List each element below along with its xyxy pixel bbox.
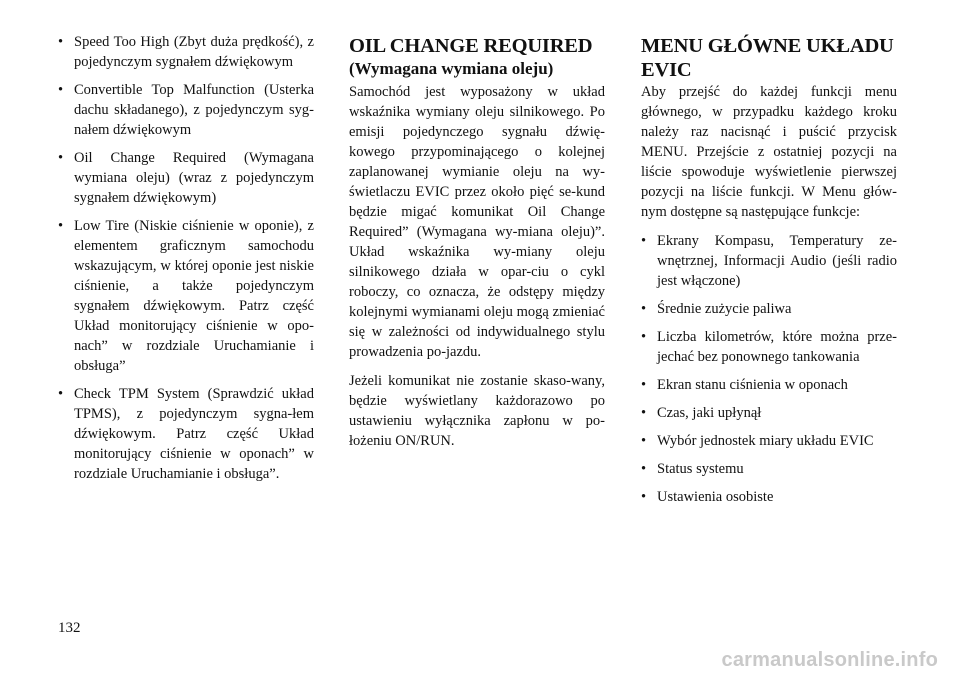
bullet-icon: • bbox=[58, 386, 64, 402]
bullet-icon: • bbox=[58, 82, 64, 98]
list-item bbox=[58, 216, 314, 376]
bullet-icon: • bbox=[641, 377, 647, 393]
list-item-text: Convertible Top Malfunction (Usterka dachu składanego), z pojedynczym syg-nałem dźwiękowym bbox=[74, 82, 314, 138]
warning-message-list bbox=[58, 32, 314, 484]
list-item-text: Wybór jednostek miary układu EVIC bbox=[657, 433, 874, 449]
paragraph: Samochód jest wyposażony w układ wskaźnika wymiany oleju silnikowego. Po emisji pojedynczego sygnału dźwię-kowego przypominającego o kolejnej zaplanowanej wymianie oleju na wy-świetlaczu EVIC przez około pięć se-kund będzie migać komunikat Oil Change Required” (Wymagana wy-miana oleju)”. Układ wskaźnika wy-miany oleju silnikowego działa w opar-ciu o cykl roboczy, co oznacza, że odstępy między kolejnymi wymianami oleju mogą zmieniać się w zależności od indywidualnego stylu prowadzenia po-jazdu. bbox=[349, 84, 605, 360]
list-item bbox=[641, 431, 897, 451]
list-item bbox=[641, 299, 897, 319]
bullet-icon: • bbox=[641, 301, 647, 317]
page-number: 132 bbox=[58, 620, 81, 636]
bullet-icon: • bbox=[58, 34, 64, 50]
list-item-text: Czas, jaki upłynął bbox=[657, 405, 762, 421]
list-item-text: Ekrany Kompasu, Temperatury ze-wnętrznej, Informacji Audio (jeśli radio jest włączone) bbox=[657, 233, 897, 289]
list-item bbox=[58, 80, 314, 140]
column-middle bbox=[349, 32, 605, 460]
column-right bbox=[641, 32, 897, 515]
list-item bbox=[58, 384, 314, 484]
bullet-icon: • bbox=[641, 405, 647, 421]
list-item bbox=[641, 231, 897, 291]
list-item bbox=[641, 459, 897, 479]
column-left bbox=[58, 32, 314, 492]
bullet-icon: • bbox=[58, 218, 64, 234]
list-item bbox=[641, 403, 897, 423]
watermark: carmanualsonline.info bbox=[721, 649, 938, 671]
list-item-text: Low Tire (Niskie ciśnienie w oponie), z elementem graficznym samochodu wskazującym, w której oponie jest niskie ciśnienie, a także pojedynczym sygnałem dźwiękowym. Patrz część Układ monitorujący ciśnienie w opo-nach” w rozdziale Uruchamianie i obsługa” bbox=[74, 218, 314, 374]
list-item bbox=[58, 32, 314, 72]
bullet-icon: • bbox=[641, 329, 647, 345]
list-item-text: Check TPM System (Sprawdzić układ TPMS), z pojedynczym sygna-łem dźwiękowym. Patrz część Układ monitorujący ciśnienie w oponach” w rozdziale Uruchamianie i obsługa”. bbox=[74, 386, 314, 482]
bullet-icon: • bbox=[641, 433, 647, 449]
section-heading-evic-menu: MENU GŁÓWNE UKŁADU EVIC bbox=[641, 35, 894, 81]
paragraph: Aby przejść do każdej funkcji menu głównego, w przypadku każdego kroku należy raz nacisnąć i puścić przycisk MENU. Przejście z ostatniej pozycji na liście spowoduje wyświetlenie pierwszej pozycji na liście funkcji. W Menu głów-nym dostępne są następujące funkcje: bbox=[641, 84, 897, 220]
section-subheading-oil-change: (Wymagana wymiana oleju) bbox=[349, 59, 554, 78]
paragraph: Jeżeli komunikat nie zostanie skaso-wany, będzie wyświetlany każdorazowo po ustawieniu wyłącznika zapłonu w po-łożeniu ON/RUN. bbox=[349, 373, 605, 449]
list-item-text: Liczba kilometrów, które można prze-jechać bez ponownego tankowania bbox=[657, 329, 897, 365]
list-item-text: Ustawienia osobiste bbox=[657, 489, 774, 505]
bullet-icon: • bbox=[641, 461, 647, 477]
list-item bbox=[641, 487, 897, 507]
menu-function-list bbox=[641, 231, 897, 507]
list-item-text: Speed Too High (Zbyt duża prędkość), z pojedynczym sygnałem dźwiękowym bbox=[74, 34, 314, 70]
bullet-icon: • bbox=[641, 233, 647, 249]
list-item-text: Średnie zużycie paliwa bbox=[657, 301, 792, 317]
list-item bbox=[641, 327, 897, 367]
list-item-text: Ekran stanu ciśnienia w oponach bbox=[657, 377, 848, 393]
section-heading-oil-change: OIL CHANGE REQUIRED bbox=[349, 35, 593, 57]
list-item-text: Oil Change Required (Wymagana wymiana oleju) (wraz z pojedynczym sygnałem dźwiękowym) bbox=[74, 150, 314, 206]
bullet-icon: • bbox=[641, 489, 647, 505]
list-item-text: Status systemu bbox=[657, 461, 744, 477]
bullet-icon: • bbox=[58, 150, 64, 166]
list-item bbox=[58, 148, 314, 208]
list-item bbox=[641, 375, 897, 395]
